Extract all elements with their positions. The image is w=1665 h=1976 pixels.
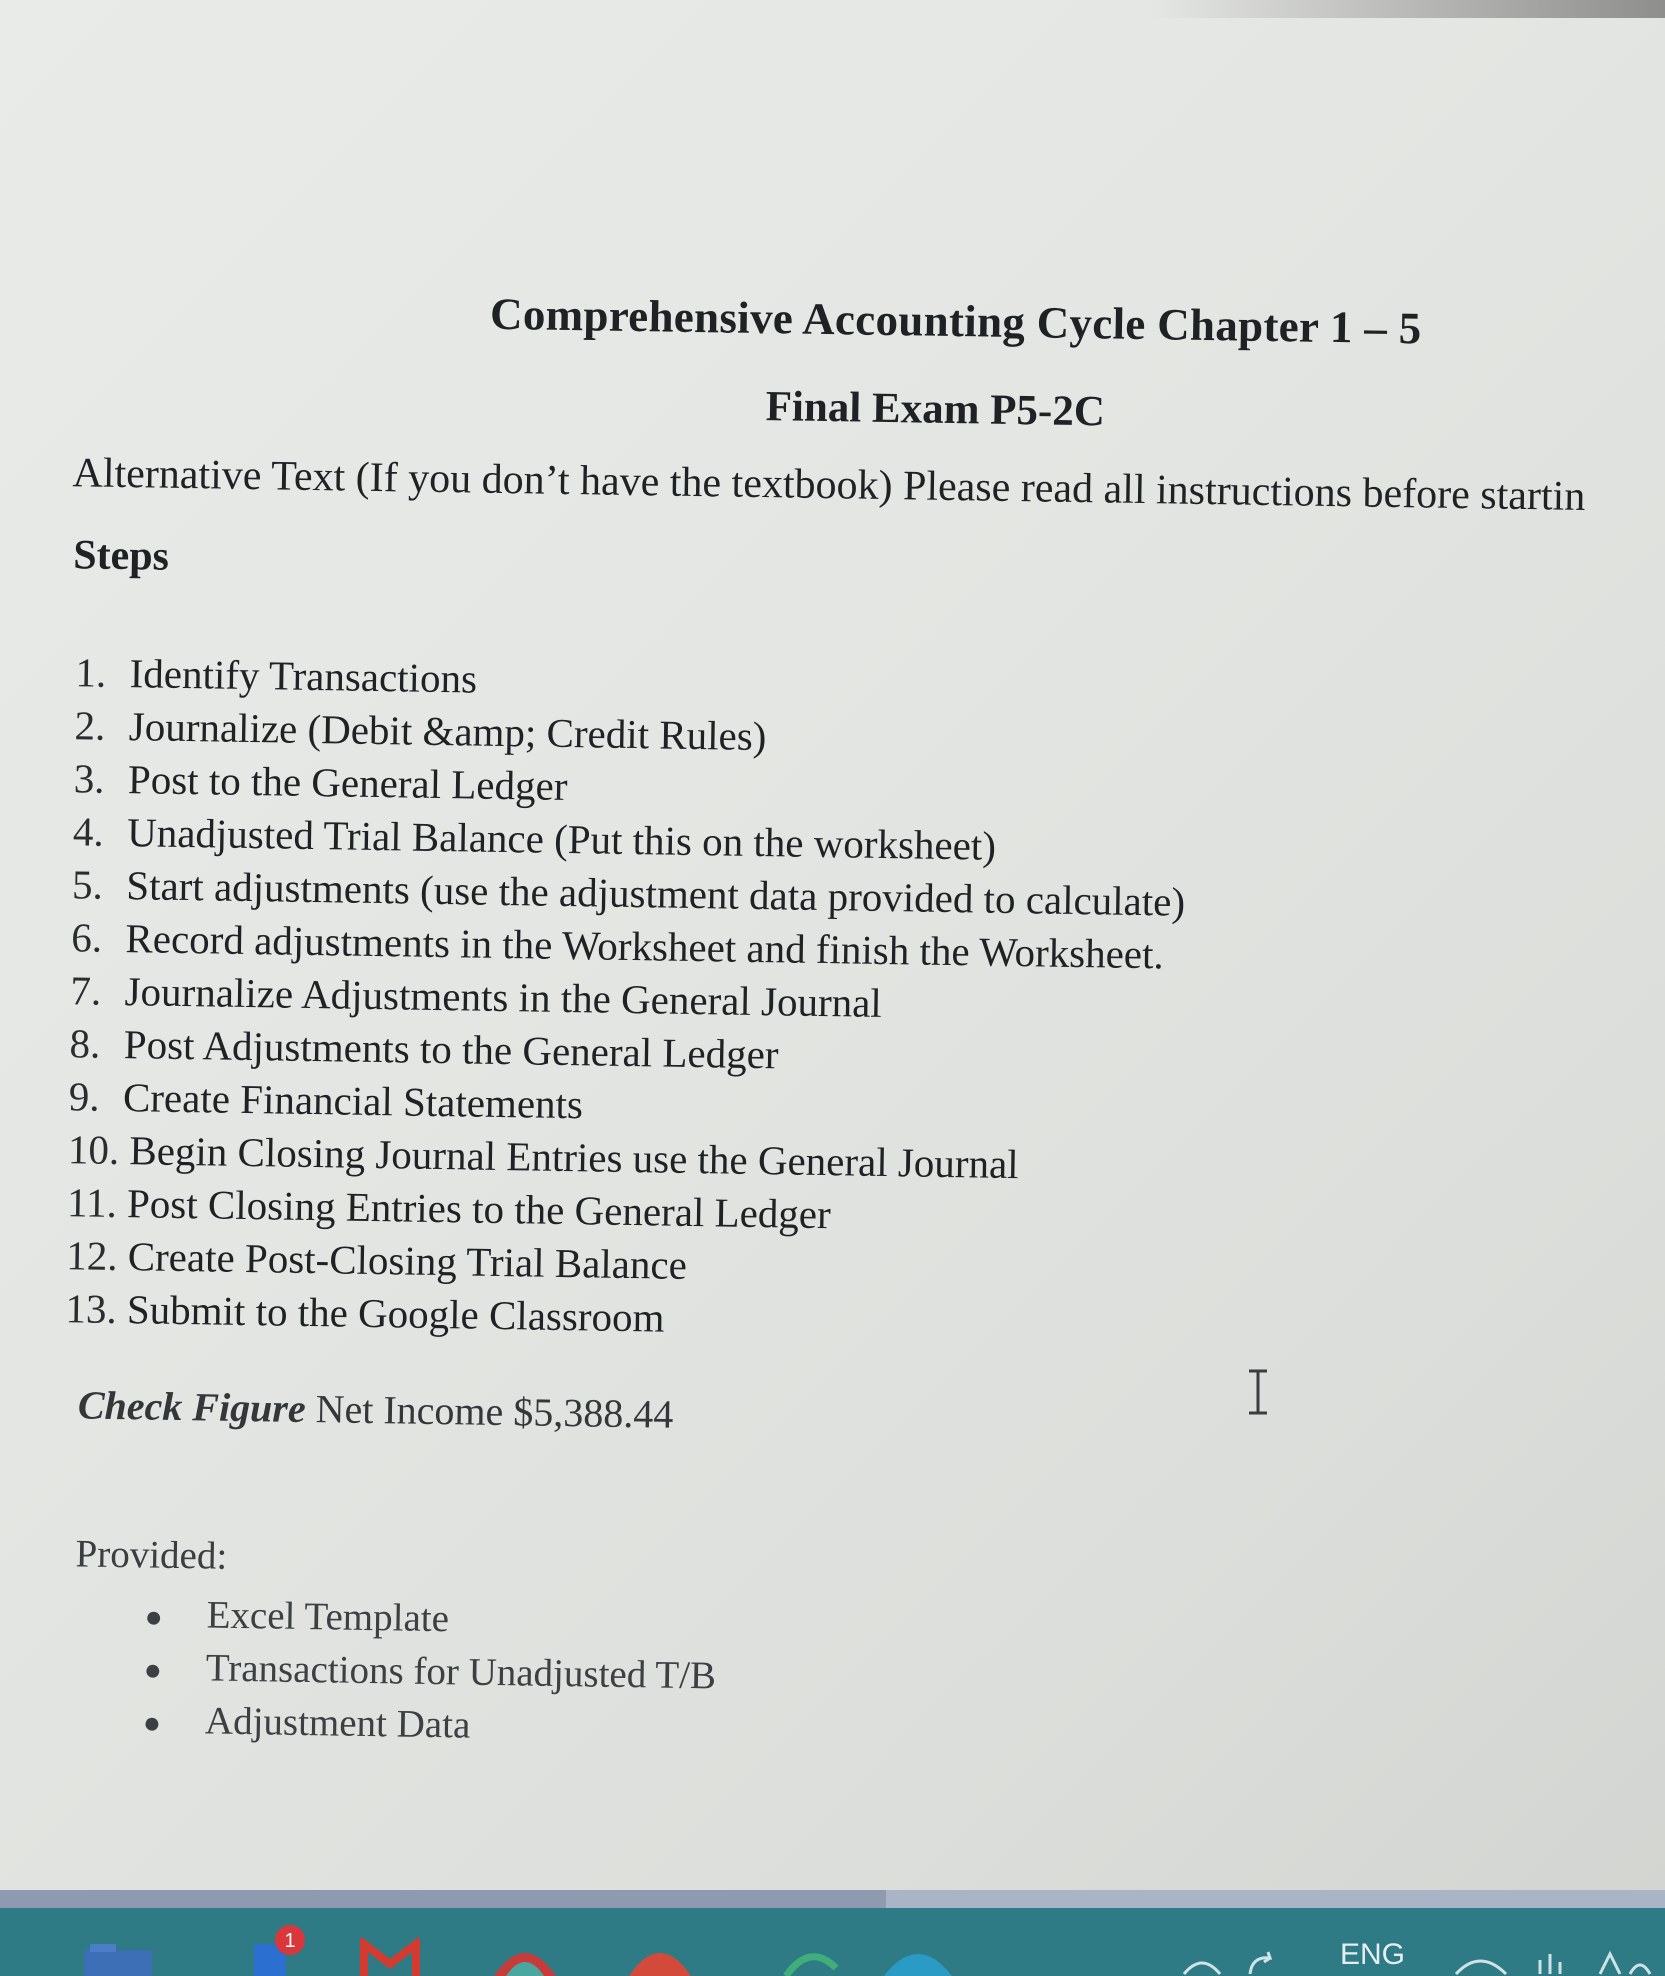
- step-number: 5.: [71, 861, 104, 908]
- intro-text: Alternative Text (If you don’t have the textbook) Please read all instructions before startin: [72, 450, 1586, 520]
- language-indicator[interactable]: ENG: [1340, 1938, 1406, 1971]
- step-text: Create Financial Statements: [122, 1074, 584, 1128]
- step-text: Post to the General Ledger: [127, 756, 568, 810]
- bullet-icon: ●: [142, 1706, 162, 1740]
- gmail-icon[interactable]: [360, 1938, 420, 1976]
- step-text: Identify Transactions: [129, 650, 478, 702]
- provided-item-text: Adjustment Data: [204, 1699, 471, 1747]
- steps-list: [61, 646, 1189, 1352]
- provided-item: [143, 1640, 716, 1702]
- provided-list: [143, 1587, 718, 1755]
- check-figure-label: Check Figure: [77, 1382, 307, 1431]
- step-number: 3.: [73, 755, 105, 802]
- monitor-bezel-edge: [1150, 0, 1665, 18]
- step-number: 6.: [70, 914, 103, 961]
- step-number: 12.: [65, 1232, 118, 1279]
- step-text: Record adjustments in the Worksheet and finish the Worksheet.: [125, 915, 1165, 978]
- edge-icon[interactable]: [780, 1938, 840, 1976]
- document-title: Comprehensive Accounting Cycle Chapter 1 – 5: [489, 288, 1422, 354]
- check-figure: [78, 1381, 674, 1437]
- file-explorer-icon[interactable]: [80, 1938, 156, 1976]
- document-subtitle: Final Exam P5-2C: [765, 383, 1106, 436]
- office-icon[interactable]: [250, 1924, 310, 1976]
- volume-network-icons[interactable]: [1450, 1940, 1660, 1976]
- step-text: Unadjusted Trial Balance (Put this on the worksheet): [126, 809, 997, 869]
- step-number: 8.: [69, 1020, 101, 1067]
- step-text: Begin Closing Journal Entries use the General Journal: [129, 1127, 1019, 1188]
- step-number: 4.: [72, 808, 105, 855]
- text-cursor-icon: [1243, 1368, 1273, 1416]
- step-number: 11.: [66, 1179, 118, 1226]
- step-text: Start adjustments (use the adjustment data provided to calculate): [126, 862, 1186, 925]
- browser-icon[interactable]: [490, 1938, 560, 1976]
- step-number: 9.: [68, 1073, 100, 1120]
- system-tray-icons[interactable]: [1180, 1944, 1290, 1976]
- step-number: 7.: [70, 967, 102, 1014]
- step-number: 2.: [74, 702, 106, 749]
- scrollbar-thumb[interactable]: [0, 1890, 886, 1908]
- step-text: Post Closing Entries to the General Ledger: [126, 1180, 832, 1238]
- cloud-icon[interactable]: [880, 1938, 956, 1976]
- step-number: 10.: [67, 1126, 120, 1174]
- provided-heading: Provided:: [75, 1532, 228, 1578]
- step-text: Journalize Adjustments in the General Journal: [124, 968, 883, 1026]
- step-number: 13.: [65, 1285, 118, 1332]
- step-number: 1.: [75, 649, 107, 696]
- provided-item-text: Excel Template: [206, 1593, 450, 1641]
- step-text: Post Adjustments to the General Ledger: [123, 1021, 779, 1078]
- steps-heading: Steps: [72, 532, 170, 580]
- app-icon[interactable]: [625, 1938, 695, 1976]
- check-figure-value: Net Income $5,388.44: [315, 1386, 674, 1437]
- provided-item: [144, 1587, 717, 1649]
- provided-item-text: Transactions for Unadjusted T/B: [205, 1646, 717, 1698]
- bullet-icon: ●: [143, 1653, 163, 1687]
- step-text: Submit to the Google Classroom: [126, 1286, 665, 1341]
- mail-badge-count: 1: [284, 1930, 296, 1952]
- bullet-icon: ●: [144, 1600, 164, 1634]
- step-text: Journalize (Debit &amp; Credit Rules): [128, 703, 767, 760]
- provided-item: [143, 1693, 716, 1755]
- step-text: Create Post-Closing Trial Balance: [127, 1233, 688, 1288]
